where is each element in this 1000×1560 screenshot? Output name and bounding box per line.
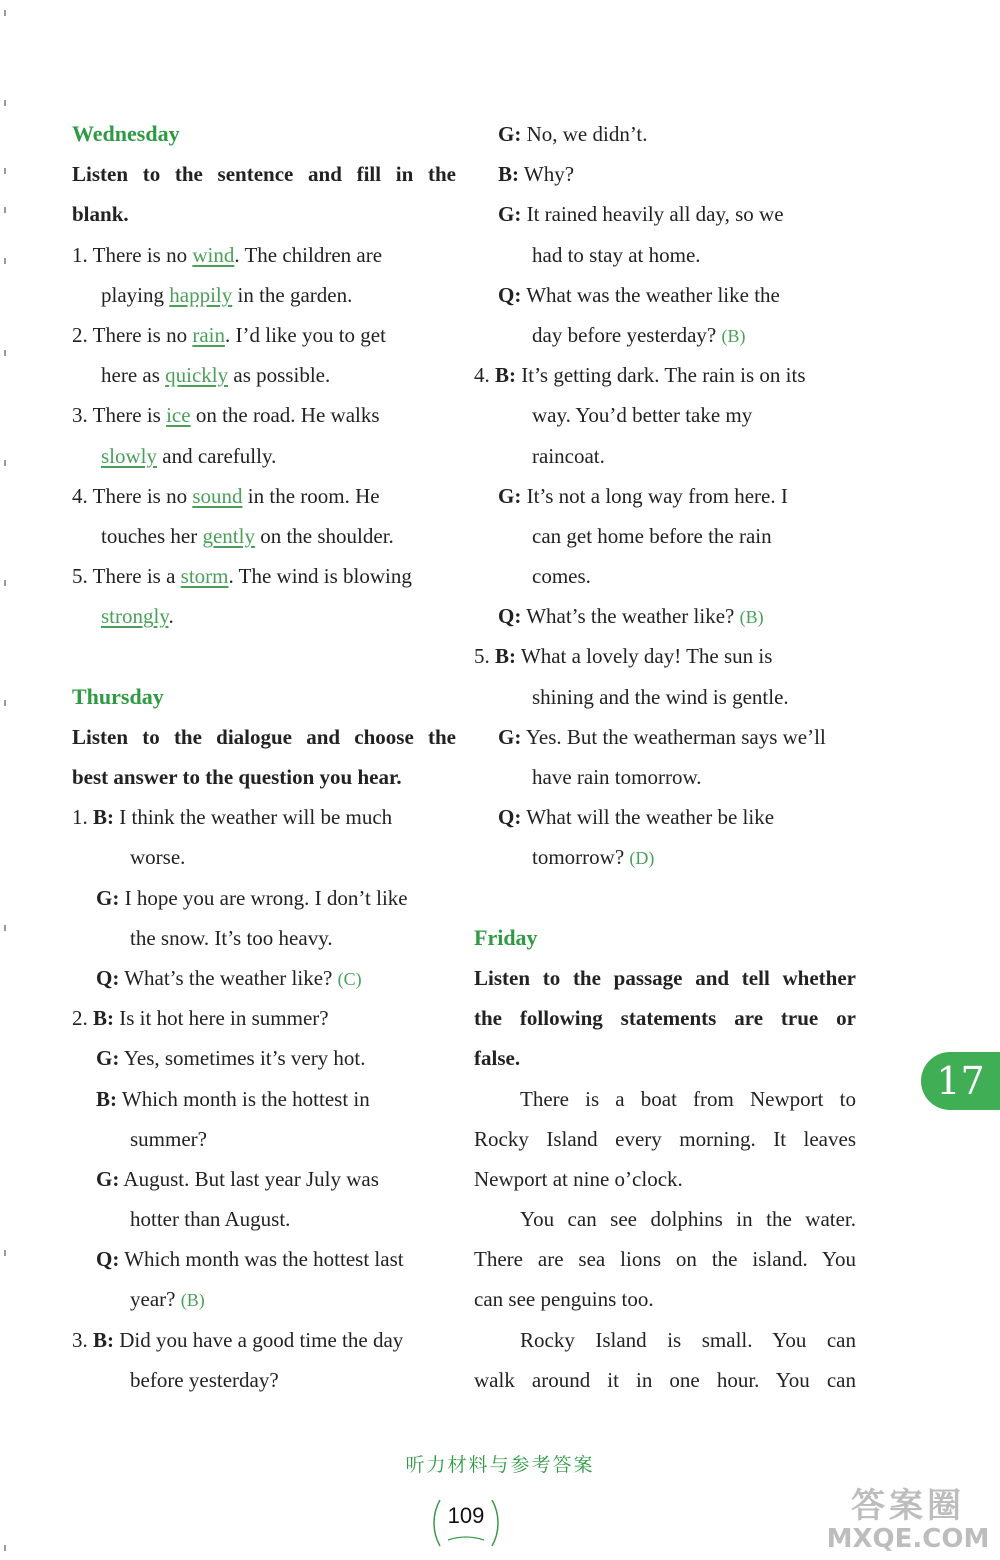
answer-blank: storm — [180, 564, 229, 589]
answer-blank: slowly — [101, 443, 158, 468]
answer-choice: (B) — [180, 1290, 205, 1311]
friday-instruction-end: false. — [474, 1046, 521, 1071]
passage-line: There are sea lions on the island. You — [474, 1247, 856, 1272]
thursday-instruction-cont: best answer to the question you hear. — [72, 765, 402, 789]
answer-blank: happily — [169, 282, 233, 307]
answer-blank: sound — [192, 483, 243, 508]
friday-heading: Friday — [474, 924, 538, 950]
speaker-label: G: — [96, 885, 120, 910]
speaker-label: G: — [96, 1046, 120, 1071]
dialogue-4: 4. B: It’s getting dark. The rain is on its way. You’d better take my raincoat. G: It’s not a long way from here. I can get home before the rain comes. Q: What’s the weather like? (B) — [474, 363, 806, 629]
answer-blank: gently — [202, 523, 255, 548]
answer-blank: quickly — [165, 363, 229, 388]
speaker-label: B: — [93, 1006, 114, 1031]
footer-title: 听力材料与参考答案 — [405, 1454, 595, 1476]
answer-choice: (C) — [337, 968, 362, 989]
thursday-heading: Thursday — [72, 683, 164, 709]
answer-choice: (B) — [721, 325, 746, 346]
passage-line: walk around it in one hour. You can — [474, 1367, 856, 1392]
speaker-label: Q: — [498, 282, 522, 307]
speaker-label: B: — [96, 1086, 117, 1111]
dialogue-5: 5. B: What a lovely day! The sun is shining and the wind is gentle. G: Yes. But the weatherman says we’ll have rain tomorrow. Q: What will the weather be like tomorrow? (D) — [474, 644, 826, 870]
passage-line: Newport at nine o’clock. — [474, 1166, 683, 1191]
answer-blank: ice — [166, 403, 191, 428]
fill-blank-item: 2. There is no rain. I’d like you to get here as quickly as possible. — [72, 322, 386, 388]
passage — [474, 1079, 856, 1401]
speaker-label: B: — [498, 162, 519, 187]
wednesday-instruction: Listen to the sentence and fill in the — [72, 162, 456, 187]
speaker-label: Q: — [498, 604, 522, 629]
speaker-label: B: — [495, 644, 516, 669]
speaker-label: Q: — [96, 965, 120, 990]
answer-blank: rain — [192, 322, 225, 347]
speaker-label: B: — [495, 363, 516, 388]
passage-line: can see penguins too. — [474, 1287, 654, 1312]
page-number-text: 109 — [447, 1503, 485, 1528]
speaker-label: G: — [96, 1166, 120, 1191]
passage-line: Rocky Island every morning. It leaves — [474, 1126, 856, 1151]
passage-line: You can see dolphins in the water. — [520, 1207, 856, 1232]
fill-blank-item: 3. There is ice on the road. He walks slowly and carefully. — [72, 403, 380, 468]
answer-choice: (B) — [739, 607, 764, 628]
page-number — [430, 1494, 502, 1552]
passage-line: Rocky Island is small. You can — [520, 1327, 856, 1352]
speaker-label: G: — [498, 122, 522, 146]
dialogue-1: 1. B: I think the weather will be much worse. G: I hope you are wrong. I don’t like the snow. It’s too heavy. Q: What’s the weather like? (C) — [72, 805, 408, 990]
dialogue-3: 3. B: Did you have a good time the day before yesterday? — [72, 1327, 404, 1392]
watermark-site: MXQE.COM — [826, 1524, 990, 1554]
margin-marks — [2, 0, 10, 1560]
speaker-label: B: — [93, 805, 114, 830]
watermark-seal: 答案圈 — [851, 1486, 965, 1526]
dialogue-3-cont: G: No, we didn’t. B: Why? G: It rained heavily all day, so we had to stay at home. Q: What was the weather like the day before yesterday? (B) — [498, 122, 784, 347]
fill-blank-item: 5. There is a storm. The wind is blowing strongly. — [72, 564, 412, 629]
left-column — [72, 114, 456, 1400]
fill-blank-item: 1. There is no wind. The children are playing happily in the garden. — [72, 242, 383, 307]
unit-tab: 17 — [921, 1052, 1000, 1110]
speaker-label: G: — [498, 202, 522, 227]
speaker-label: G: — [498, 483, 522, 508]
thursday-instruction: Listen to the dialogue and choose the — [72, 724, 456, 749]
speaker-label: Q: — [96, 1247, 120, 1272]
speaker-label: B: — [93, 1327, 114, 1352]
dialogue-2: 2. B: Is it hot here in summer? G: Yes, sometimes it’s very hot. B: Which month is the hottest in summer? G: August. But last year July was hotter than August. Q: Which month was the hottest last year? (B) — [72, 1006, 404, 1312]
answer-choice: (D) — [629, 848, 655, 869]
speaker-label: Q: — [498, 805, 522, 830]
wednesday-heading: Wednesday — [72, 121, 180, 146]
right-column — [474, 114, 856, 1400]
watermark-logo — [818, 1486, 998, 1554]
friday-instruction-cont: the following statements are true or — [474, 1006, 856, 1031]
answer-blank: strongly — [101, 604, 169, 629]
answer-blank: wind — [192, 242, 235, 267]
friday-instruction: Listen to the passage and tell whether — [474, 965, 856, 990]
passage-line: There is a boat from Newport to — [520, 1086, 856, 1111]
speaker-label: G: — [498, 724, 522, 749]
wednesday-instruction-cont: blank. — [72, 202, 129, 227]
fill-blank-item: 4. There is no sound in the room. He touches her gently on the shoulder. — [72, 483, 394, 548]
